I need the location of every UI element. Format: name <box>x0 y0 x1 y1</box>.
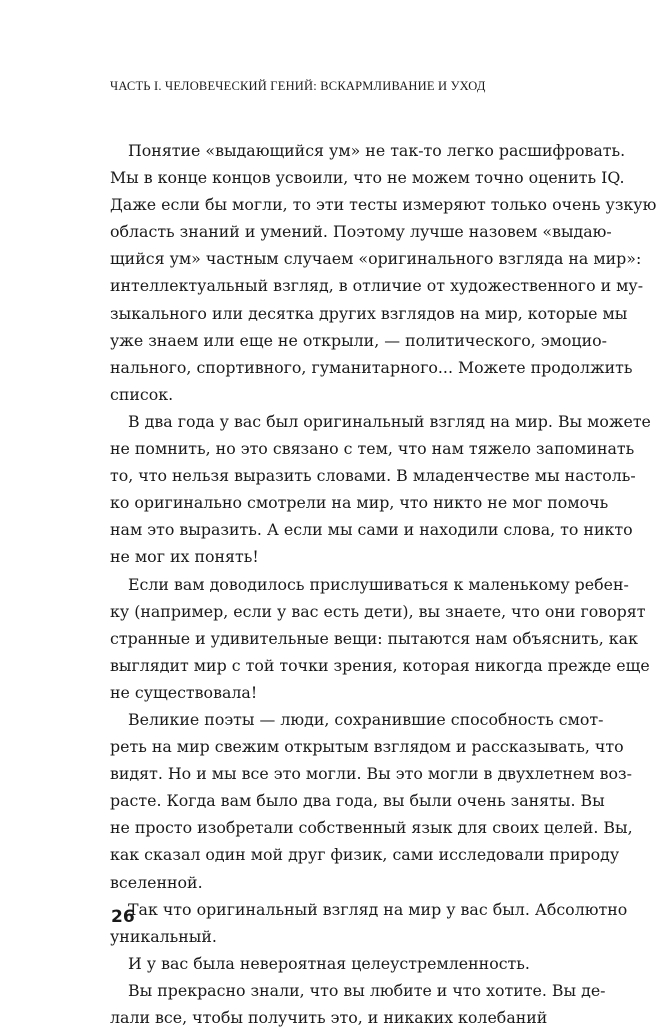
text-line: не помнить, но это связано с тем, что нам тяжело запоминать <box>110 439 635 459</box>
text-line: видят. Но и мы все это могли. Вы это могли в двухлетнем воз- <box>110 764 632 784</box>
text-line: Так что оригинальный взгляд на мир у вас был. Абсолютно <box>128 899 628 919</box>
text-line: странные и удивительные вещи: пытаются нам объяснить, как <box>110 628 638 648</box>
text-line: В два года у вас был оригинальный взгляд на мир. Вы можете <box>128 411 651 431</box>
text-line: вселенной. <box>110 872 203 892</box>
text-line: уникальный. <box>110 926 217 946</box>
text-line: нального, спортивного, гуманитарного... Можете продолжить <box>110 357 633 377</box>
text-line: реть на мир свежим открытым взглядом и рассказывать, что <box>110 737 624 757</box>
text-line: не просто изобретали собственный язык для своих целей. Вы, <box>110 818 633 838</box>
text-line: нам это выразить. А если мы сами и находили слова, то никто <box>110 520 633 540</box>
text-line: выглядит мир с той точки зрения, которая никогда прежде еще <box>110 655 650 675</box>
text-line: И у вас была невероятная целеустремленность. <box>128 953 530 973</box>
text-line: уже знаем или еще не открыли, — политического, эмоцио- <box>110 330 607 350</box>
text-line: как сказал один мой друг физик, сами исследовали природу <box>110 845 620 865</box>
text-line: интеллектуальный взгляд, в отличие от художественного и му- <box>110 276 644 296</box>
text-line: Вы прекрасно знали, что вы любите и что хотите. Вы де- <box>128 980 606 1000</box>
text-line: щийся ум» частным случаем «оригинального взгляда на мир»: <box>110 249 642 269</box>
text-line: зыкального или десятка других взглядов на мир, которые мы <box>110 303 628 323</box>
text-line: область знаний и умений. Поэтому лучше назовем «выдаю- <box>110 222 612 242</box>
text-line: то, что нельзя выразить словами. В младенчестве мы настоль- <box>110 466 636 486</box>
page-text <box>110 137 657 1031</box>
text-line: не мог их понять! <box>110 547 259 567</box>
text-line: ко оригинально смотрели на мир, что никто не мог помочь <box>110 493 609 513</box>
text-line: ку (например, если у вас есть дети), вы знаете, что они говорят <box>110 601 646 621</box>
text-line: Понятие «выдающийся ум» не так-то легко расшифровать. <box>128 141 626 160</box>
text-line: Великие поэты — люди, сохранившие способность смот- <box>128 709 604 729</box>
page-number: 26 <box>111 907 135 927</box>
text-line: Мы в конце концов усвоили, что не можем точно оценить IQ. <box>110 168 625 188</box>
text-line: список. <box>110 384 174 404</box>
text-line: не существовала! <box>110 682 258 702</box>
text-line: Даже если бы могли, то эти тесты измеряют только очень узкую <box>110 195 657 215</box>
text-line: расте. Когда вам было два года, вы были очень заняты. Вы <box>110 791 605 811</box>
text-line: лали все, чтобы получить это, и никаких колебаний <box>110 1008 548 1027</box>
running-head: ЧАСТЬ I. ЧЕЛОВЕЧЕСКИЙ ГЕНИЙ: ВСКАРМЛИВАНИЕ И УХОД <box>110 79 486 93</box>
text-line: Если вам доводилось прислушиваться к маленькому ребен- <box>128 574 629 594</box>
